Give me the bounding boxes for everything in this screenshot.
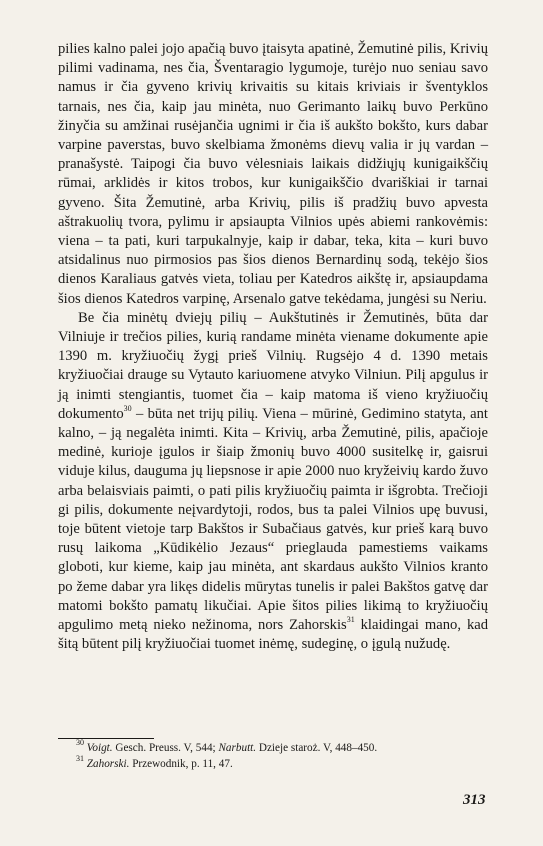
paragraph-2 [58, 309, 488, 655]
footnote-number: 30 [76, 738, 84, 748]
footnote-author: Voigt. [86, 742, 113, 754]
footnote-text: Przewodnik, p. 11, 47. [129, 758, 233, 770]
footnote-ref-30[interactable]: 30 [123, 404, 132, 413]
page-number: 313 [463, 792, 486, 808]
footnote-31 [76, 754, 496, 772]
paragraph-2-part-2: – būta net trijų pilių. Viena – mūrinė, Gedimino statyta, ant kalno, – ją negalėta inimti. Kita – Krivių, arba Žemutinė, pilis, apačioje medinė, kurioje įgulos ir šiaip žmonių buvo 4000 susitelkę ir, gaisrui viduje kilus, dauguma jų liepsnose ir apie 2000 nuo kryžeivių kardo žuvo arba belaisviais paimti, o pati pilis kryžiuočių paimta ir išgrobta. Trečioji gi pilis, dokumente neįvardytoji, rodos, bus ta palei Vilnios upę buvusi, toje būtent vietoje tarp Bakštos ir Subačiaus gatvės, kur prieš karą buvo rusų laikoma „Kūdikėlio Jezaus“ prieglauda pamestiems vaikams globoti, kur kieme, kaip jau minėta, ant skardaus aukšto Vilnios kranto po žeme dabar yra likęs didelis mūrytas tunelis ir palei Bakštos gatvę dar matomi bokšto pamatų likučiai. Apie šitos pilies likimą to kryžiuočių apgulimo metą nieko nežinoma, nors Zahorskis [58, 405, 488, 634]
footnote-number: 31 [76, 754, 84, 764]
footnote-ref-31[interactable]: 31 [346, 615, 355, 625]
paragraph-2-part-3: klaidingai mano, kad šitą būtent pilį kryžiuočiai tuomet inėmę, sudeginę, o įgulą nužudę. [58, 617, 489, 653]
paragraph-2-part-1: Be čia minėtų dviejų pilių – Aukštutinės ir Žemutinės, būta dar Vilniuje ir trečios pilies, kurią randame minėta viename dokumente apie 1390 m. kryžiuočių žygį prieš Vilnių. Rugsėjo 4 d. 1390 metais kryžiuočiai drauge su Vytauto kariuomene atvyko Vilniun. Pilį apgulus ir ją inimti stengiantis, tuomet čia – kaip matoma iš vieno kryžiuočių dokumento [58, 309, 488, 422]
footnote-author: Narbutt. [218, 742, 257, 754]
footnote-divider [58, 738, 154, 739]
footnote-text: Gesch. Preuss. V, 544; [112, 742, 219, 754]
footnote-30 [76, 738, 496, 756]
footnote-text: Dzieje staroż. V, 448–450. [256, 742, 378, 754]
body-text [58, 40, 488, 655]
footnote-author: Zahorski. [86, 758, 130, 770]
paragraph-1: pilies kalno palei jojo apačią buvo įtaisyta apatinė, Žemutinė pilis, Krivių pilimi vadinama, nes čia, Šventaragio lygumoje, turėjo nuo seniau savo namus ir čia gyveno krivių krivaitis su kitais kriviais ir šventyklos tarnais, nes čia, kaip jau minėta, nuo Gerimanto laikų buvo Perkūno žinyčia su amžinai rusėjančia ugnimi ir čia iš aukšto bokšto, kurs dabar varpine paverstas, buvo skelbiama žmonėms dievų valia ir jų vardan – pranašystė. Taipogi čia buvo vėlesniais laikais didžiųjų kunigaikščių rūmai, arklidės ir kitos trobos, kur kunigaikščio dvariškiai ir tarnai gyveno. Šita Žemutinė, arba Krivių, pilis iš pradžių buvo apvesta aštrakuolių tvora, pylimu ir apsiaupta Vilnios upės abiemi rankovėmis: viena – ta pati, kuri tarpukalnyje, kaip ir dabar, teka, kita – kuri buvo atsidalinus nuo pirmosios pas šios dienos Bernardinų sodą, tekėjo šios dienos Karaliaus gatvės vieta, toliau per Katedros aikštę ir, apsiaupdama šios dienos Katedros varpinę, Arsenalo gatve tekėdama, jungėsi su Neriu. [58, 41, 488, 307]
